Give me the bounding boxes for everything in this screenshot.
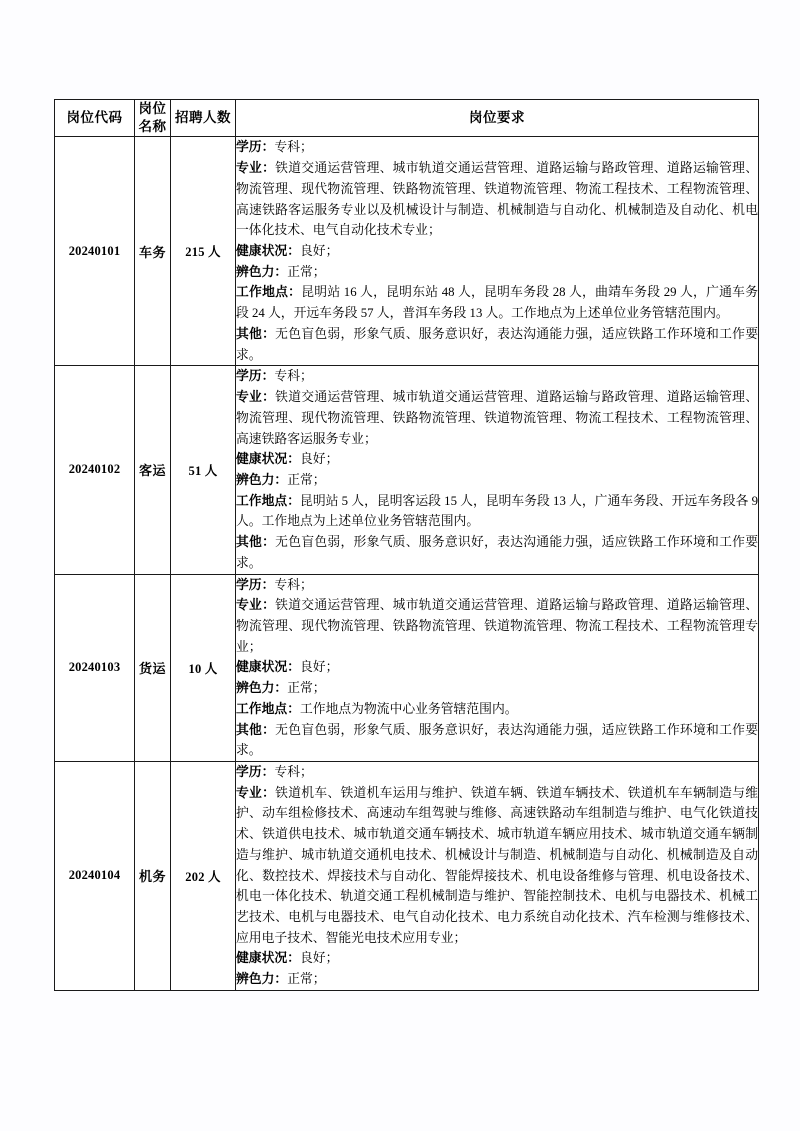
requirement-work-location	[236, 282, 758, 323]
requirement-color-vision	[236, 470, 758, 491]
label-education: 学历：	[236, 577, 275, 592]
cell-job-code: 20240101	[55, 137, 135, 366]
table-row	[55, 137, 759, 366]
table-header-row	[55, 100, 759, 137]
value-work-location: 工作地点为物流中心业务管辖范围内。	[299, 701, 518, 716]
label-major: 专业：	[236, 785, 276, 800]
value-color-vision: 正常；	[287, 972, 326, 987]
label-other: 其他：	[236, 535, 276, 550]
value-work-location: 昆明站 5 人，昆明客运段 15 人，昆明车务段 13 人，广通车务段、开远车务段各 9 人。工作地点为上述单位业务管辖范围内。	[236, 493, 758, 529]
label-health: 健康状况：	[236, 951, 300, 966]
requirement-major	[236, 387, 758, 449]
value-other: 无色盲色弱，形象气质、服务意识好，表达沟通能力强，适应铁路工作环境和工作要求。	[236, 535, 759, 570]
value-education: 专科；	[274, 577, 313, 592]
label-work-location: 工作地点：	[236, 285, 302, 300]
label-education: 学历：	[236, 140, 275, 155]
value-major: 铁道交通运营管理、城市轨道交通运营管理、道路运输与路政管理、道路运输管理、物流管理、现代物流管理、铁路物流管理、铁道物流管理、物流工程技术、工程物流管理、高速铁路客运服务专业；	[236, 390, 759, 446]
requirement-health	[236, 948, 758, 969]
value-major: 铁道交通运营管理、城市轨道交通运营管理、道路运输与路政管理、道路运输管理、物流管理、现代物流管理、铁路物流管理、铁道物流管理、物流工程技术、工程物流管理专业；	[236, 598, 759, 654]
requirement-work-location	[236, 491, 758, 532]
cell-job-code: 20240102	[55, 366, 135, 574]
value-color-vision: 正常；	[287, 472, 326, 487]
cell-job-name: 货运	[135, 574, 171, 761]
cell-job-requirement	[236, 762, 759, 991]
label-education: 学历：	[236, 765, 275, 779]
cell-recruit-count: 10 人	[171, 574, 236, 761]
value-color-vision: 正常；	[287, 264, 326, 279]
label-color-vision: 辨色力：	[236, 972, 288, 987]
value-education: 专科；	[274, 765, 313, 779]
cell-job-requirement	[236, 366, 759, 574]
column-header-name: 岗位名称	[135, 100, 171, 137]
table-row	[55, 366, 759, 574]
cell-recruit-count: 215 人	[171, 137, 236, 366]
label-other: 其他：	[236, 326, 276, 341]
value-health: 良好；	[299, 244, 339, 259]
requirement-other	[236, 324, 758, 365]
column-header-requirement: 岗位要求	[236, 100, 759, 137]
requirement-major	[236, 595, 758, 657]
requirement-major	[236, 158, 758, 241]
requirement-color-vision	[236, 678, 758, 699]
cell-recruit-count: 202 人	[171, 762, 236, 991]
job-listing-table	[54, 99, 759, 991]
column-header-code: 岗位代码	[55, 100, 135, 137]
value-major: 铁道交通运营管理、城市轨道交通运营管理、道路运输与路政管理、道路运输管理、物流管理、现代物流管理、铁路物流管理、铁道物流管理、物流工程技术、工程物流管理、高速铁路客运服务专业以及机械设计与制造、机械制造与自动化、机械制造及自动化、机电一体化技术、电气自动化技术专业；	[236, 161, 759, 238]
requirement-color-vision	[236, 969, 758, 990]
label-education: 学历：	[236, 369, 275, 384]
table-row	[55, 574, 759, 761]
requirement-health	[236, 449, 758, 470]
value-major: 铁道机车、铁道机车运用与维护、铁道车辆、铁道车辆技术、铁道机车车辆制造与维护、动车组检修技术、高速动车组驾驶与维修、高速铁路动车组制造与维护、电气化铁道技术、铁道供电技术、城市轨道交通车辆技术、城市轨道车辆应用技术、城市轨道交通车辆制造与维护、城市轨道交通机电技术、机械设计与制造、机械制造与自动化、机械制造及自动化、数控技术、焊接技术与自动化、智能焊接技术、机电设备维修与管理、机电设备技术、机电一体化技术、轨道交通工程机械制造与维护、智能控制技术、电机与电器技术、机械工艺技术、电机与电器技术、电气自动化技术、电力系统自动化技术、汽车检测与维修技术、应用电子技术、智能光电技术应用专业；	[236, 785, 759, 945]
requirement-education	[236, 575, 758, 596]
value-health: 良好；	[299, 660, 339, 675]
label-health: 健康状况：	[236, 244, 300, 259]
label-work-location: 工作地点：	[236, 493, 301, 508]
label-health: 健康状况：	[236, 660, 300, 675]
requirement-education	[236, 366, 758, 387]
requirement-other	[236, 532, 758, 573]
cell-recruit-count: 51 人	[171, 366, 236, 574]
cell-job-code: 20240104	[55, 762, 135, 991]
cell-job-requirement	[236, 574, 759, 761]
requirement-health	[236, 241, 758, 262]
label-color-vision: 辨色力：	[236, 681, 288, 696]
requirement-education	[236, 137, 758, 158]
cell-job-name: 客运	[135, 366, 171, 574]
value-education: 专科；	[274, 140, 313, 155]
value-health: 良好；	[299, 452, 339, 467]
value-other: 无色盲色弱，形象气质、服务意识好，表达沟通能力强，适应铁路工作环境和工作要求。	[236, 326, 759, 362]
table-row	[55, 762, 759, 991]
value-health: 良好；	[299, 951, 339, 966]
cell-job-name: 车务	[135, 137, 171, 366]
requirement-other	[236, 720, 758, 761]
table-header	[55, 100, 759, 137]
label-major: 专业：	[236, 390, 276, 405]
label-other: 其他：	[236, 722, 276, 737]
cell-job-name: 机务	[135, 762, 171, 991]
value-education: 专科；	[274, 369, 313, 384]
requirement-education	[236, 762, 758, 783]
requirement-major	[236, 783, 758, 949]
label-work-location: 工作地点：	[236, 701, 300, 716]
requirement-work-location	[236, 699, 758, 720]
value-work-location: 昆明站 16 人，昆明东站 48 人，昆明车务段 28 人，曲靖车务段 29 人，广通车务段 24 人，开远车务段 57 人，普洱车务段 13 人。工作地点为上述单位业务管辖范围内。	[236, 285, 759, 321]
label-color-vision: 辨色力：	[236, 472, 288, 487]
requirement-health	[236, 657, 758, 678]
column-header-count: 招聘人数	[171, 100, 236, 137]
label-color-vision: 辨色力：	[236, 264, 288, 279]
value-other: 无色盲色弱，形象气质、服务意识好，表达沟通能力强，适应铁路工作环境和工作要求。	[236, 722, 759, 758]
requirement-color-vision	[236, 262, 758, 283]
label-major: 专业：	[236, 598, 276, 613]
table-body	[55, 137, 759, 990]
cell-job-code: 20240103	[55, 574, 135, 761]
cell-job-requirement	[236, 137, 759, 366]
label-health: 健康状况：	[236, 452, 300, 467]
value-color-vision: 正常；	[287, 681, 326, 696]
label-major: 专业：	[236, 161, 276, 176]
